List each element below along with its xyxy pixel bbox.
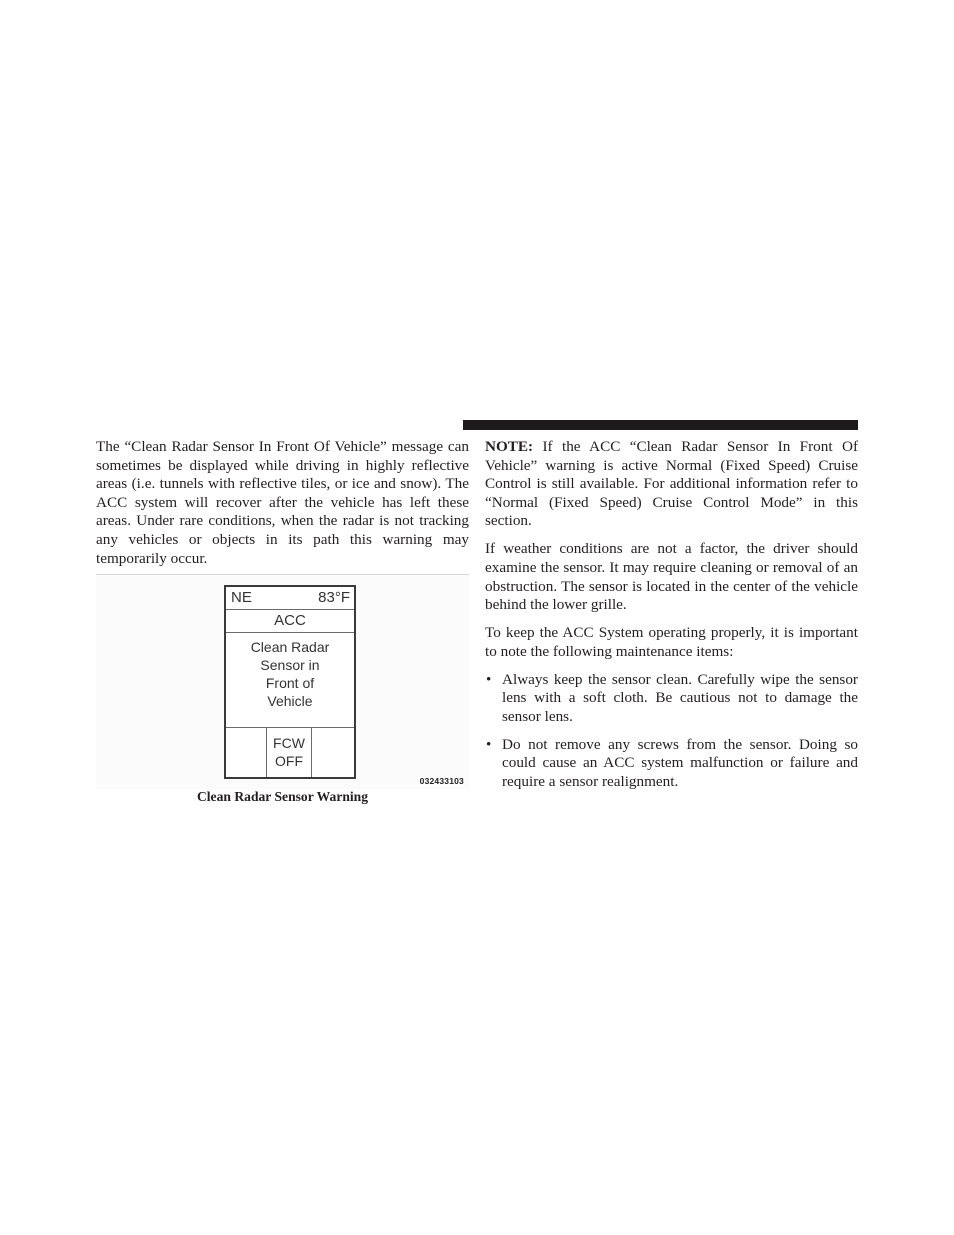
list-item — [485, 671, 858, 727]
intro-paragraph: The “Clean Radar Sensor In Front Of Vehicle” message can sometimes be displayed while driving in highly reflective areas (i.e. tunnels with reflective tiles, or ice and snow). The ACC system will recover after the vehicle has left these areas. Under rare conditions, when the radar is not tracking any vehicles or objects in its path this warning may temporarily occur. — [96, 438, 469, 567]
status-row — [226, 728, 354, 777]
note-label: NOTE: — [485, 438, 534, 455]
note-paragraph — [485, 438, 858, 531]
list-item — [485, 736, 858, 792]
list-item-text: Always keep the sensor clean. Carefully wipe the sensor lens with a soft cloth. Be cautious not to damage the sensor lens. — [502, 670, 858, 725]
status-line: OFF — [275, 753, 303, 769]
mode-row — [226, 610, 354, 633]
message-line: Vehicle — [267, 693, 313, 709]
cluster-display — [224, 585, 356, 779]
left-column — [96, 438, 469, 568]
bullet-icon: • — [486, 735, 492, 753]
warning-message — [226, 638, 354, 710]
figure-caption: Clean Radar Sensor Warning — [196, 789, 369, 804]
acc-label: ACC — [274, 612, 306, 629]
list-item-text: Do not remove any screws from the sensor. Doing so could cause an ACC system malfunction or failure and require a sensor realignment. — [502, 735, 858, 791]
fcw-status — [267, 734, 311, 770]
maintenance-list — [485, 671, 858, 792]
outside-temperature: 83°F — [318, 589, 350, 606]
message-line: Sensor in — [260, 657, 320, 673]
message-line: Clean Radar — [250, 639, 330, 655]
maintenance-intro: To keep the ACC System operating properly, it is important to note the following maintenance items: — [485, 624, 858, 660]
message-row — [226, 633, 354, 728]
message-line: Front of — [265, 675, 315, 691]
compass-heading: NE — [231, 589, 252, 606]
inspection-paragraph: If weather conditions are not a factor, the driver should examine the sensor. It may require cleaning or removal of an obstruction. The sensor is located in the center of the vehicle behind the lower grille. — [485, 540, 858, 614]
figure-code: 032433103 — [419, 776, 464, 786]
status-line: FCW — [273, 735, 305, 751]
heading-row — [226, 587, 354, 610]
section-header-bar — [463, 420, 858, 430]
note-text: If the ACC “Clean Radar Sensor In Front Of Vehicle” warning is active Normal (Fixed Speed) Cruise Control is still available. For additional information refer to “Normal (Fixed Speed) Cruise Control Mode” in this section. — [485, 438, 858, 530]
bullet-icon: • — [486, 670, 492, 688]
figure-clean-radar-warning — [96, 574, 469, 789]
fcw-status-box — [266, 728, 312, 777]
right-column — [485, 438, 858, 801]
